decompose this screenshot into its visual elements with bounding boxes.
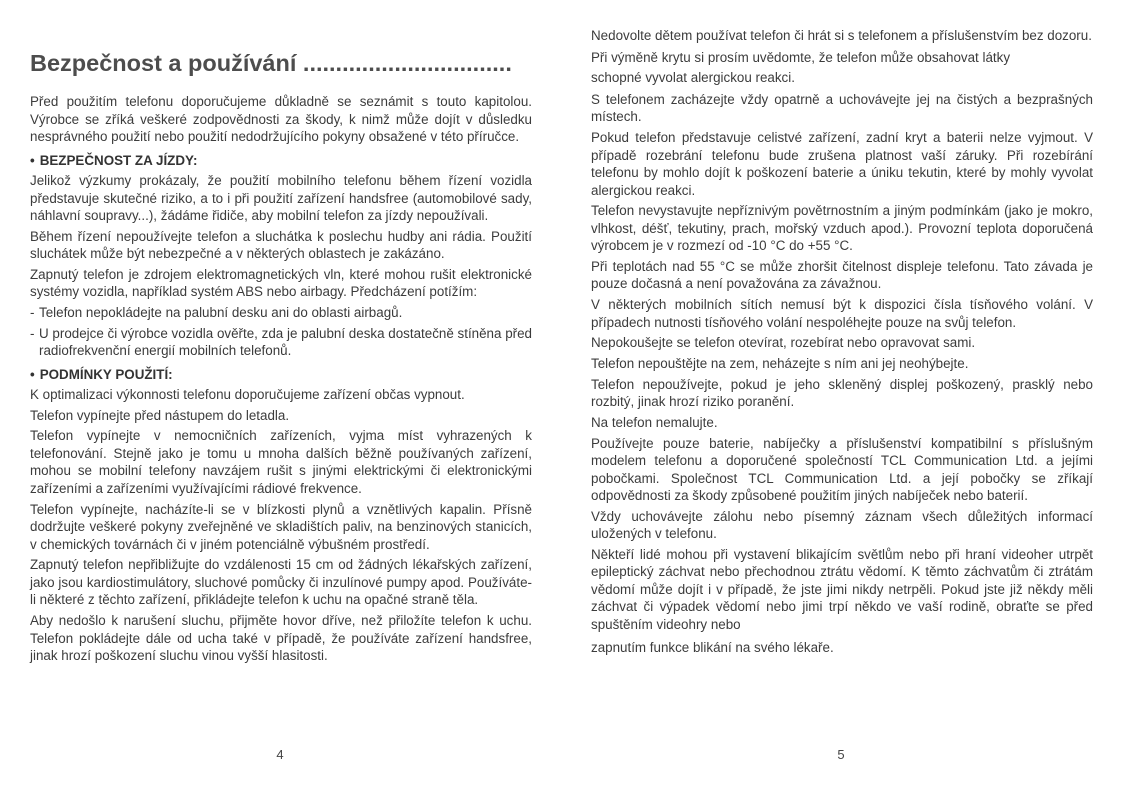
paragraph: Někteří lidé mohou při vystavení blikajícím světlům nebo při hraní videoher utrpět epileptický záchvat nebo přechodnou ztrátu vědomí. K těmto záchvatům či ztrátám vědomí může dojít i v případě, že jste jimi nikdy netrpěli. Pokud jste již někdy měli záchvat či výpadek vědomí nebo jimi trpí někdo ve vaší rodině, obraťte se před spuštěním videohry nebo xyxy=(591,546,1093,632)
paragraph: Během řízení nepoužívejte telefon a sluchátka k poslechu hudby ani rádia. Použití sluchátek může být nebezpečné a v některých oblastech je zakázáno. xyxy=(30,228,532,262)
bullet-icon: • xyxy=(30,366,35,382)
paragraph: Jelikož výzkumy prokázaly, že použití mobilního telefonu během řízení vozidla představuje skutečné riziko, a to i při použití zařízení handsfree (automobilové sady, náhlavní soupravy...), žádáme řidiče, aby mobilní telefon za jízdy nepoužívali. xyxy=(30,173,532,223)
paragraph: V některých mobilních sítích nemusí být k dispozici čísla tísňového volání. V případech nutnosti tísňového volání nespoléhejte pouze na svůj telefon. xyxy=(591,297,1093,330)
dash-item-text: U prodejce či výrobce vozidla ověřte, zda je palubní deska dostatečně stíněna před radiofrekvenční energií mobilních telefonů. xyxy=(39,325,532,359)
paragraph: Zapnutý telefon je zdrojem elektromagnetických vln, které mohou rušit elektronické systémy vozidla, například systém ABS nebo airbagy. Předcházení potížím: xyxy=(30,266,532,300)
paragraph: zapnutím funkce blikání na svého lékaře. xyxy=(591,640,834,656)
page-title: Bezpečnost a používání ................................ xyxy=(30,50,512,76)
page-number-left: 4 xyxy=(276,747,284,762)
paragraph: Vždy uchovávejte zálohu nebo písemný záznam všech důležitých informací uložených v telefonu. xyxy=(591,508,1093,542)
dash-item-text: Telefon nepokládejte na palubní desku ani do oblasti airbagů. xyxy=(39,305,403,321)
bullet-icon: • xyxy=(30,152,35,168)
paragraph: Aby nedošlo k narušení sluchu, přijměte hovor dříve, než přiložíte telefon k uchu. Telefon pokládejte dále od ucha také v případě, že používáte zařízení handsfree, jinak hrozí poškození sluchu vinou vyšší hlasitosti. xyxy=(30,613,532,663)
dash-list-item xyxy=(30,304,532,322)
paragraph: Na telefon nemalujte. xyxy=(591,414,718,430)
paragraph: Nepokoušejte se telefon otevírat, rozebírat nebo opravovat sami. xyxy=(591,335,976,351)
paragraph: Pokud telefon představuje celistvé zařízení, zadní kryt a baterii nelze vyjmout. V případě rozebrání telefonu bude zrušena platnost vaší záruky. Při rozebírání telefonu by mohlo dojít k poškození baterie a úniku tekutin, které by mohly vyvolat alergickou reakci. xyxy=(591,130,1093,198)
dash-list-item xyxy=(30,325,532,360)
paragraph: Telefon vypínejte v nemocničních zařízeních, vyjma míst vyhrazených k telefonování. Stejně jako je tomu u mnoha dalších běžně používaných zařízení, mohou se mobilní telefony navzájem rušit s jinými elektrickými či elektronickými zařízeními a zařízeními využívajícími rádiové frekvence. xyxy=(30,428,532,496)
section-heading-driving xyxy=(30,152,532,170)
section-heading-text: BEZPEČNOST ZA JÍZDY: xyxy=(39,152,198,168)
paragraph: K optimalizaci výkonnosti telefonu doporučujeme zařízení občas vypnout. xyxy=(30,387,465,403)
paragraph: Telefon vypínejte před nástupem do letadla. xyxy=(30,407,290,423)
paragraph: Při výměně krytu si prosím uvědomte, že telefon může obsahovat látky schopné vyvolat alergickou reakci. xyxy=(591,49,1011,85)
paragraph: Nedovolte dětem používat telefon či hrát si s telefonem a příslušenstvím bez dozoru. xyxy=(591,28,1092,43)
dash-marker: - xyxy=(30,305,35,321)
paragraph: Zapnutý telefon nepřibližujte do vzdálenosti 15 cm od žádných lékařských zařízení, jako jsou kardiostimulátory, sluchové pomůcky či inzulínové pumpy apod. Používáte-li některé z těchto zařízení, přikládejte telefon k uchu na opačné straně těla. xyxy=(30,557,532,608)
section-heading-text: PODMÍNKY POUŽITÍ: xyxy=(39,366,173,382)
page-number-right: 5 xyxy=(837,747,845,762)
section-heading-conditions xyxy=(30,366,532,384)
paragraph: Při teplotách nad 55 °C se může zhoršit čitelnost displeje telefonu. Tato závada je pouze dočasná a není považována za závažnou. xyxy=(591,258,1093,292)
dash-marker: - xyxy=(30,325,35,341)
paragraph: S telefonem zacházejte vždy opatrně a uchovávejte jej na čistých a bezprašných místech. xyxy=(591,91,1093,125)
paragraph: Telefon nepouštějte na zem, neházejte s ním ani jej neohýbejte. xyxy=(591,356,969,371)
paragraph: Používejte pouze baterie, nabíječky a příslušenství kompatibilní s příslušným modelem telefonu a doporučené společností TCL Communication Ltd. a jejími pobočkami. Společnost TCL Communication Ltd. a její pobočky se zříkají odpovědnosti za škody způsobené použitím jiných nabíječek nebo baterií. xyxy=(591,435,1093,504)
right-column xyxy=(591,27,1093,660)
paragraph: Telefon nepoužívejte, pokud je jeho skleněný displej poškozený, prasklý nebo rozbitý, jinak hrozí riziko poranění. xyxy=(591,376,1093,410)
intro-paragraph: Před použitím telefonu doporučujeme důkladně se seznámit s touto kapitolou. Výrobce se zříká veškeré zodpovědnosti za škody, k nimž může dojít v důsledku nesprávného použití nebo použití nedodržujícího pokyny obsažené v této příručce. xyxy=(30,94,532,144)
paragraph: Telefon vypínejte, nacházíte-li se v blízkosti plynů a vznětlivých kapalin. Přísně dodržujte veškeré pokyny zveřejněné ve skladištích paliv, na benzinových stanicích, v chemických továrnách či v jiném potenciálně výbušném prostředí. xyxy=(30,501,532,552)
paragraph: Telefon nevystavujte nepříznivým povětrnostním a jiným podmínkám (jako je mokro, vlhkost, déšť, tekutiny, prach, mořský vzduch apod.). Provozní teplota doporučená výrobcem je v rozmezí od -10 °C do +55 °C. xyxy=(591,203,1093,254)
left-column xyxy=(30,93,532,668)
